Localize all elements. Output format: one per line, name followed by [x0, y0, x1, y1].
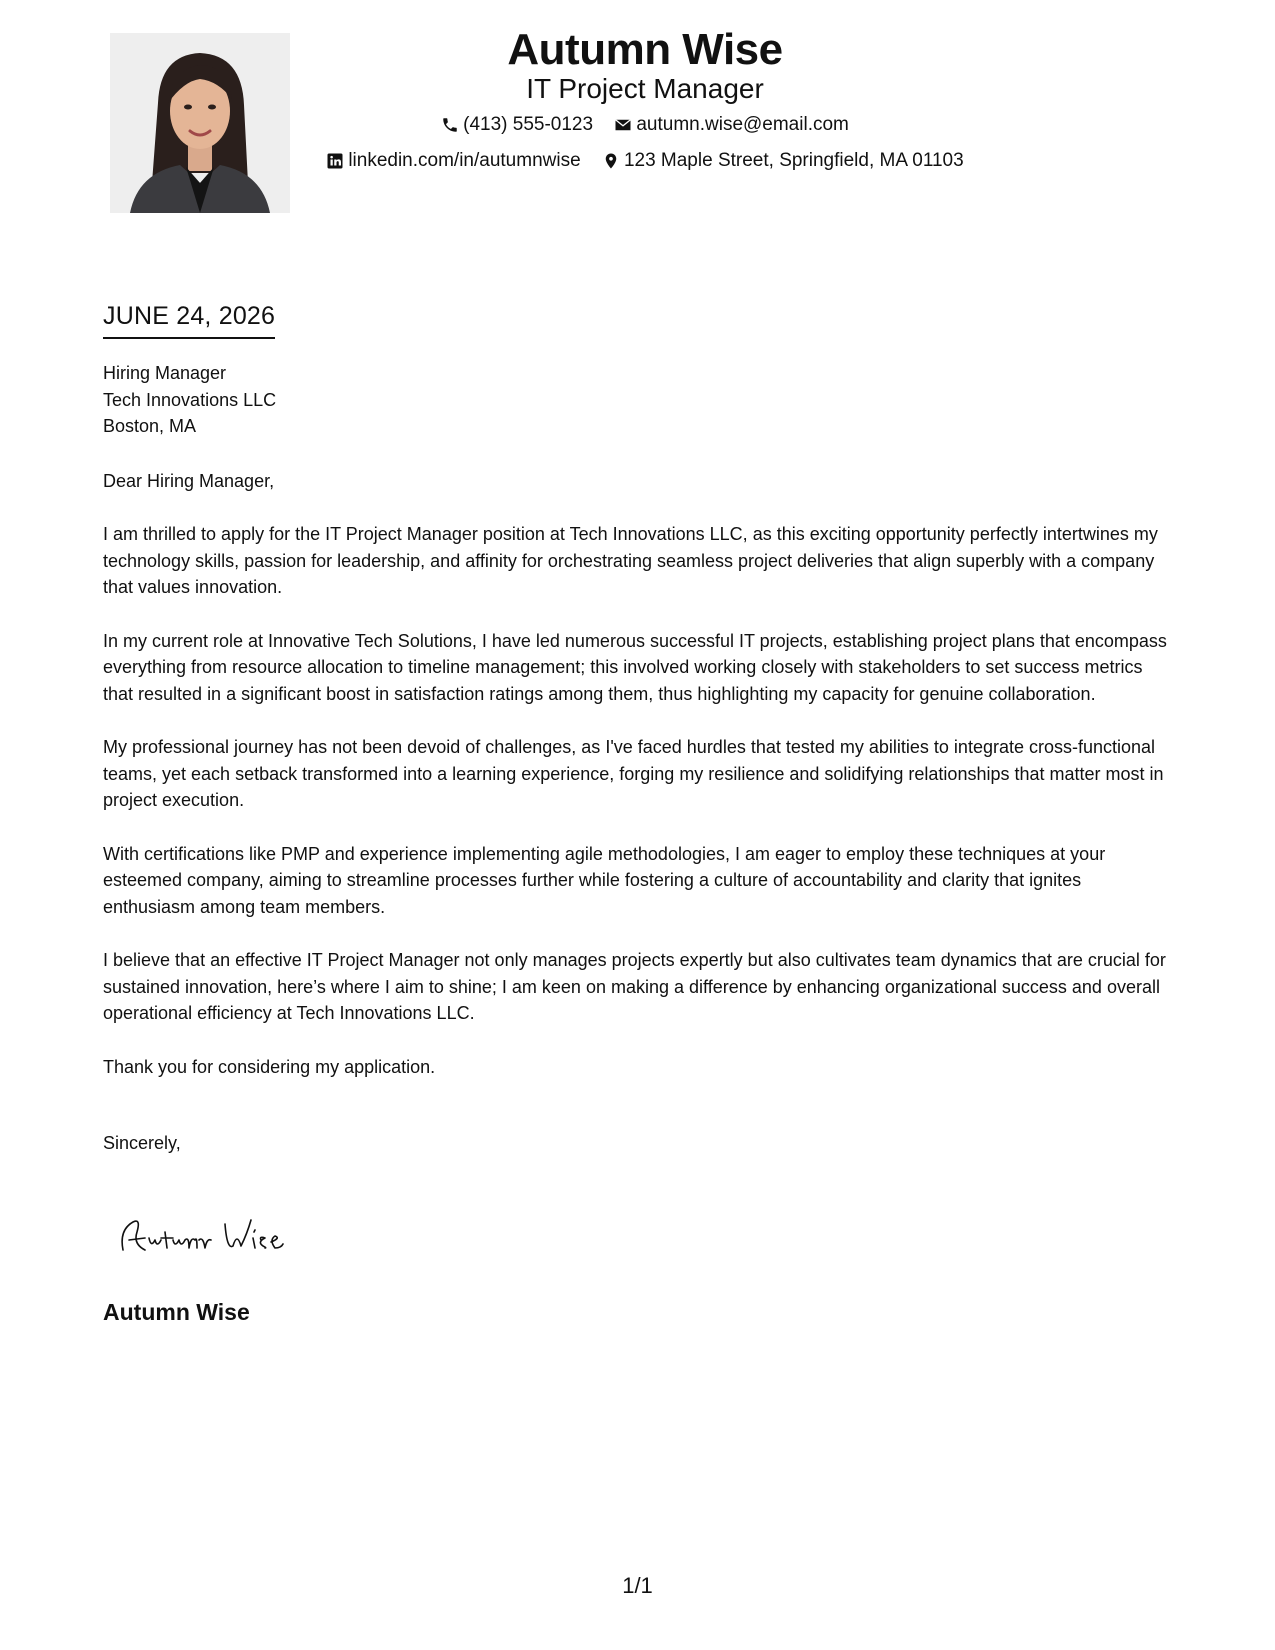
header [290, 24, 1000, 176]
phone-contact[interactable] [441, 114, 593, 136]
paragraph: In my current role at Innovative Tech Solutions, I have led numerous successful IT projects, establishing project plans that encompass everything from resource allocation to timeline management; this involved working closely with stakeholders to set success metrics that resulted in a significant boost in satisfaction ratings among them, thus highlighting my capacity for genuine collaboration. [103, 630, 1167, 704]
recipient-line: Tech Innovations LLC [103, 389, 277, 410]
contact-row-1 [290, 114, 1000, 140]
paragraph: Thank you for considering my application. [103, 1056, 436, 1077]
linkedin-contact[interactable] [326, 150, 580, 172]
paragraph: I believe that an effective IT Project Manager not only manages projects expertly but also cultivates team dynamics that are crucial for sustained innovation, here’s where I aim to shine; I am keen on making a difference by enhancing organizational success and overall operational efficiency at Tech Innovations LLC. [103, 950, 1166, 1023]
recipient-line: Boston, MA [103, 416, 197, 436]
recipient-line: Hiring Manager [103, 363, 227, 383]
page-number: 1/1 [622, 1573, 653, 1598]
address-text: 123 Maple Street, Springfield, MA 01103 [623, 150, 964, 171]
letter-date: JUNE 24, 2026 [103, 300, 275, 339]
linkedin-icon [326, 152, 344, 170]
map-pin-icon [602, 152, 620, 170]
closing: Sincerely, [103, 1133, 181, 1153]
address-contact [602, 150, 964, 172]
contact-row-2 [290, 150, 1000, 176]
job-title: IT Project Manager [526, 73, 764, 104]
paragraph: I am thrilled to apply for the IT Project Manager position at Tech Innovations LLC, as this exciting opportunity perfectly intertwines my technology skills, passion for leadership, and affinity for orchestrating seamless project deliveries that align superbly with a company that values innovation. [103, 524, 1158, 597]
letter-body [103, 360, 1173, 1157]
candidate-name: Autumn Wise [507, 25, 783, 74]
paragraph: With certifications like PMP and experience implementing agile methodologies, I am eager to employ these techniques at your esteemed company, aiming to streamline processes further while fostering a culture of accountability and clarity that ignites enthusiasm among team members. [103, 843, 1106, 917]
signer-name: Autumn Wise [103, 1299, 250, 1325]
email-contact[interactable] [614, 114, 849, 136]
email-text: autumn.wise@email.com [636, 114, 849, 135]
salutation: Dear Hiring Manager, [103, 470, 275, 491]
envelope-icon [614, 116, 632, 134]
linkedin-text: linkedin.com/in/autumnwise [348, 150, 581, 171]
handwritten-signature [115, 1210, 355, 1260]
phone-icon [441, 116, 459, 134]
recipient-block [103, 360, 1173, 440]
paragraph: My professional journey has not been devoid of challenges, as I've faced hurdles that tested my abilities to integrate cross-functional teams, yet each setback transformed into a learning experience, forging my resilience and solidifying relationships that matter most in project execution. [103, 737, 1164, 810]
profile-photo [110, 33, 290, 213]
phone-text: (413) 555-0123 [463, 114, 594, 135]
